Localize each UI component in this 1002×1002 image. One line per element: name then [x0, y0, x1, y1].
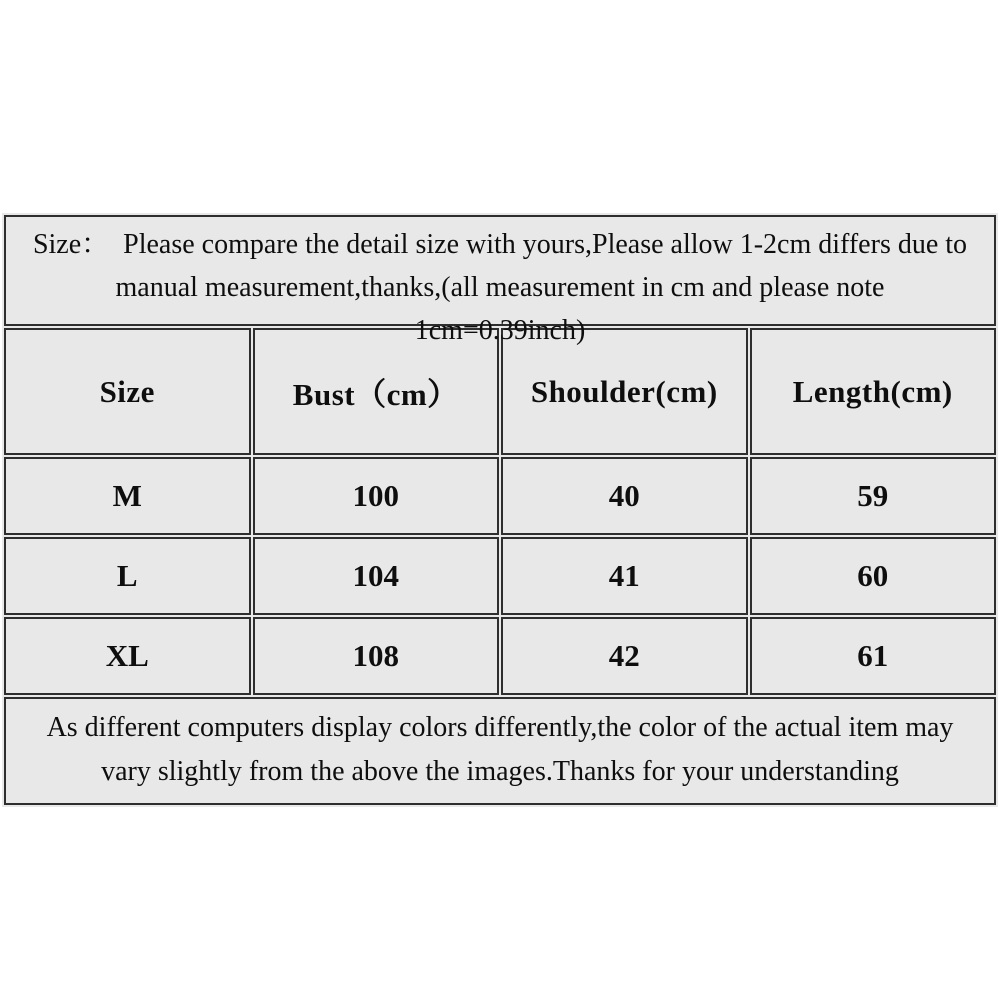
- length-value: 60: [750, 537, 997, 615]
- size-value: M: [4, 457, 251, 535]
- col-header-length: Length(cm): [750, 328, 997, 455]
- color-note-line-1: As different computers display colors differently,the color of the actual item may: [46, 712, 954, 743]
- bust-value: 100: [253, 457, 500, 535]
- measurement-note-line-3: 1cm=0.39inch): [414, 315, 586, 346]
- size-chart-table: [2, 213, 998, 807]
- size-value: XL: [4, 617, 251, 695]
- size-value: L: [4, 537, 251, 615]
- measurement-note: [6, 217, 994, 346]
- color-note-line-2: vary slightly from the above the images.Thanks for your understanding: [101, 756, 899, 787]
- col-header-shoulder: Shoulder(cm): [501, 328, 748, 455]
- col-header-bust: Bust（cm）: [253, 328, 500, 455]
- col-header-size: Size: [4, 328, 251, 455]
- measurement-note-cell: [4, 215, 996, 346]
- color-note-cell: [4, 697, 996, 805]
- shoulder-value: 42: [501, 617, 748, 695]
- color-note: [6, 699, 994, 803]
- bust-value: 108: [253, 617, 500, 695]
- measurement-note-line-1: Size： Please compare the detail size with yours,Please allow 1-2cm differs due to: [32, 229, 968, 260]
- color-note-row: [4, 697, 996, 805]
- shoulder-value: 41: [501, 537, 748, 615]
- measurement-note-row: [4, 215, 996, 326]
- length-value: 61: [750, 617, 997, 695]
- measurement-note-line-2: manual measurement,thanks,(all measurement in cm and please note: [115, 272, 885, 303]
- table-row-m: [4, 457, 996, 535]
- table-row-xl: [4, 617, 996, 695]
- bust-value: 104: [253, 537, 500, 615]
- size-chart: [2, 213, 998, 807]
- length-value: 59: [750, 457, 997, 535]
- shoulder-value: 40: [501, 457, 748, 535]
- table-row-l: [4, 537, 996, 615]
